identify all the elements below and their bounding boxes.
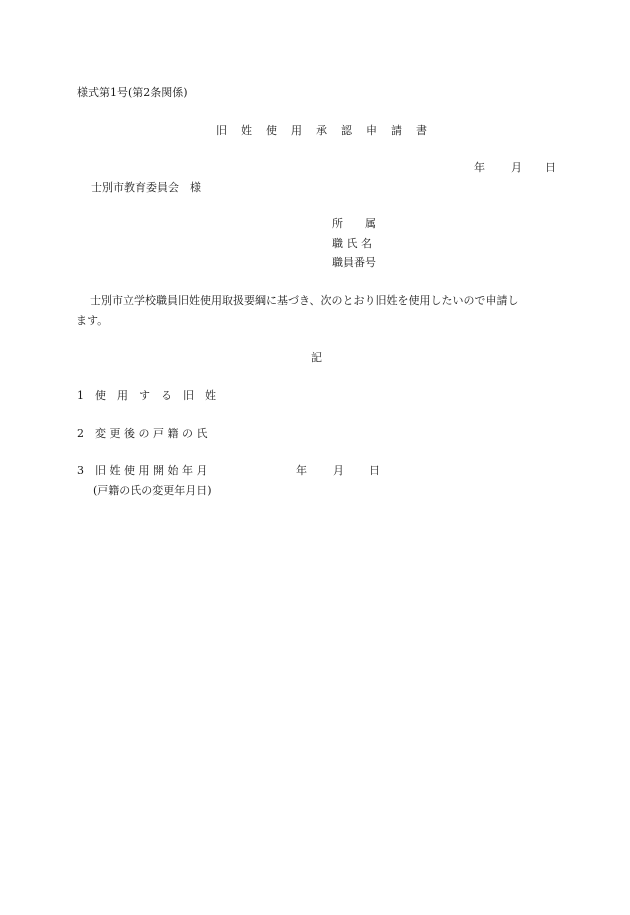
item-note: (戸籍の氏の変更年月日) — [93, 484, 212, 497]
item-number: 3 — [77, 464, 84, 477]
body-text-line-2: ます。 — [76, 314, 109, 327]
item3-year-label: 年 — [296, 464, 307, 477]
item-number: 1 — [77, 389, 84, 402]
date-year-label: 年 — [474, 161, 485, 174]
item-number: 2 — [77, 427, 84, 440]
title-char: 使 — [266, 124, 277, 137]
title-char: 承 — [316, 124, 327, 137]
ki-heading: 記 — [311, 351, 322, 364]
title-char: 書 — [416, 124, 427, 137]
title-char: 認 — [341, 124, 352, 137]
title-char: 姓 — [241, 124, 252, 137]
title-char: 申 — [366, 124, 377, 137]
staff-number-label: 職員番号 — [332, 256, 376, 269]
affiliation-label: 所 属 — [332, 217, 376, 230]
date-day-label: 日 — [545, 161, 556, 174]
document-title — [216, 124, 441, 138]
item3-month-label: 月 — [333, 464, 344, 477]
date-month-label: 月 — [511, 161, 522, 174]
item-label-start-date: 旧 姓 使 用 開 始 年 月 — [95, 464, 208, 477]
item-label-kyusei: 使 用 す る 旧 姓 — [95, 389, 216, 402]
addressee: 士別市教育委員会 様 — [91, 181, 201, 194]
item3-day-label: 日 — [369, 464, 380, 477]
title-char: 旧 — [216, 124, 227, 137]
title-char: 請 — [391, 124, 402, 137]
body-text-line-1: 士別市立学校職員旧姓使用取扱要綱に基づき、次のとおり旧姓を使用したいので申請し — [90, 294, 519, 307]
form-number: 様式第1号(第2条関係) — [77, 86, 188, 99]
staff-name-label: 職 氏 名 — [332, 237, 372, 250]
item-label-koseki: 変 更 後 の 戸 籍 の 氏 — [95, 427, 208, 440]
title-char: 用 — [291, 124, 302, 137]
